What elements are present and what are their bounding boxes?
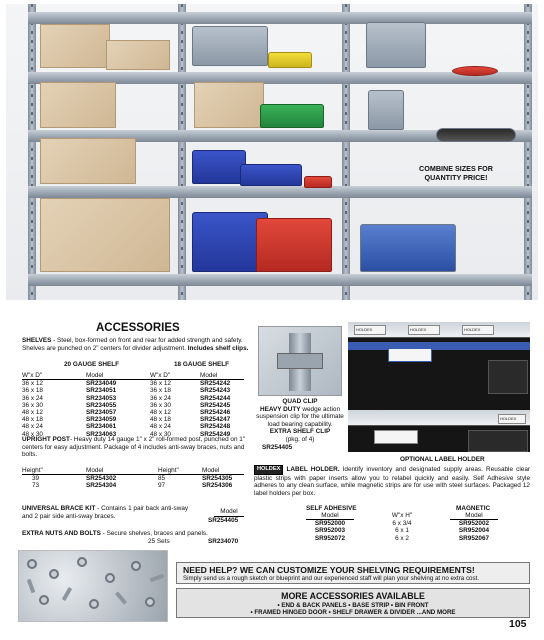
banner-line: • FRAMED HINGED DOOR • SHELF DRAWER & DIVIDER ...AND MORE: [250, 609, 456, 617]
table-cell: 36 x 12: [22, 380, 43, 388]
table-cell: 48 x 30: [150, 430, 171, 438]
storage-case: [360, 224, 456, 272]
table-cell: SR254305: [202, 475, 233, 483]
col-header: Model: [306, 512, 354, 520]
rail: [348, 342, 530, 350]
parts-bin: [240, 164, 302, 186]
nut: [77, 557, 87, 567]
table-row: [306, 520, 498, 528]
extra-clip-title: EXTRA SHELF CLIP: [269, 428, 331, 435]
cardboard-box: [194, 82, 264, 128]
table-cell: 48 x 12: [22, 409, 43, 417]
upright-post: [178, 4, 186, 300]
table-cell: SR254247: [200, 416, 231, 424]
label-holder-table: [306, 512, 498, 542]
table-row: [22, 416, 244, 423]
nut: [89, 599, 99, 609]
nuts-lead: EXTRA NUTS AND BOLTS: [22, 530, 101, 537]
table-header-row: [306, 512, 498, 520]
bolt: [27, 579, 36, 594]
table-cell: 6 x 3/4: [392, 519, 412, 527]
col-header: W"x H": [391, 512, 413, 520]
holder-label: HOLDEX: [354, 325, 386, 335]
table-cell: 85: [158, 475, 166, 483]
table-cell: SR254304: [86, 482, 117, 490]
extra-clip-pkg: (pkg. of 4): [285, 435, 315, 443]
nuts-description: [22, 530, 252, 538]
quad-clip-text: wedge action suspension clip for the ultimate load bearing capability.: [256, 405, 344, 428]
table-cell: SR234051: [86, 387, 117, 395]
upright-lead: UPRIGHT POST: [22, 436, 70, 443]
upright-post: [28, 4, 36, 300]
table-cell: SR254244: [200, 394, 231, 402]
nut: [27, 559, 37, 569]
quad-clip-model: SR254405: [262, 444, 293, 451]
col-header: Model: [70, 467, 136, 475]
cardboard-box: [40, 82, 116, 128]
nut: [49, 569, 59, 579]
custom-shelving-banner: [176, 562, 530, 584]
tape-rolls: [436, 128, 516, 142]
table-row: [22, 395, 244, 402]
table-cell: SR952003: [314, 527, 346, 535]
table-cell: SR234057: [86, 409, 117, 417]
magnetic-title: MAGNETIC: [456, 505, 491, 512]
nut: [105, 573, 115, 583]
bolt: [150, 574, 165, 583]
callout-line: QUANTITY PRICE!: [424, 173, 488, 182]
cardboard-box: [40, 24, 110, 68]
banner-title: MORE ACCESSORIES AVAILABLE: [281, 591, 425, 601]
label-holder-description: [254, 465, 530, 497]
quad-clip-description: [254, 398, 346, 443]
table-cell: 48 x 18: [150, 416, 171, 424]
barcode-label: [374, 430, 418, 444]
upright-description: [22, 436, 252, 459]
table-row: [306, 535, 498, 542]
col-header: Model: [184, 467, 244, 475]
table-cell: 48 x 24: [150, 423, 171, 431]
shelf: [28, 186, 532, 198]
table-cell: SR254248: [200, 423, 231, 431]
table-cell: 36 x 12: [150, 380, 171, 388]
table-row: [22, 402, 244, 409]
shelves-lead: SHELVES: [22, 337, 52, 344]
table-cell: SR234063: [86, 430, 117, 438]
table-cell: SR952002: [458, 520, 490, 528]
nuts-qty: 25 Sets: [148, 538, 170, 545]
cardboard-box: [40, 198, 170, 272]
table-cell: SR254245: [200, 401, 231, 409]
parts-bin: [268, 52, 312, 68]
banner-text: Simply send us a rough sketch or blueprint and our experienced staff will plan your shelving at no extra cost.: [183, 575, 480, 582]
col-header: W"x D": [136, 372, 184, 380]
holder-label: HOLDEX: [462, 325, 494, 335]
banner-line: • END & BACK PANELS • BASE STRIP • BIN FRONT: [277, 602, 429, 609]
table-cell: SR234049: [86, 380, 117, 388]
table-cell: SR254302: [86, 475, 117, 483]
table-cell: 6 x 2: [395, 534, 409, 542]
holder-label: HOLDEX: [408, 325, 440, 335]
carton: [488, 360, 528, 394]
heater: [368, 90, 404, 130]
quad-clip-title: QUAD CLIP: [282, 398, 318, 405]
cardboard-box: [40, 138, 136, 184]
parts-bin: [256, 218, 332, 272]
table-cell: 36 x 30: [22, 401, 43, 409]
table-cell: 6 x 1: [395, 527, 409, 535]
table-cell: SR254306: [202, 482, 233, 490]
table-cell: 48 x 30: [22, 430, 43, 438]
self-adhesive-title: SELF ADHESIVE: [306, 505, 357, 512]
parts-bin: [192, 150, 246, 184]
bolt: [62, 587, 72, 601]
shelf: [28, 12, 532, 24]
table-cell: SR234055: [86, 401, 117, 409]
shelf-table: [22, 372, 244, 438]
gauge18-title: 18 GAUGE SHELF: [174, 361, 230, 368]
clip-graphic: [277, 353, 323, 369]
table-cell: 48 x 12: [150, 409, 171, 417]
table-cell: SR952072: [314, 534, 346, 542]
table-row: [22, 475, 244, 483]
table-cell: SR952004: [458, 527, 490, 535]
table-cell: 36 x 18: [150, 387, 171, 395]
shelves-text: - Steel, box-formed on front and rear for added strength and safety. Shelves are punched on 2" centers for divider adjustment.: [22, 337, 243, 352]
table-cell: SR952000: [314, 520, 346, 528]
col-header: Model: [450, 512, 498, 520]
table-row: [22, 409, 244, 416]
table-header-row: [22, 467, 244, 475]
label-holder-caption: OPTIONAL LABEL HOLDER: [400, 456, 485, 463]
table-cell: SR254246: [200, 409, 231, 417]
upright-text: - Heavy duty 14 gauge 1" x 2" roll-formed post, punched on 1" centers for easy adjustment. Package of 4 includes anti-sway braces, nuts and bolts.: [22, 436, 246, 459]
col-header: Height": [136, 467, 184, 475]
nuts-and-bolts-photo: [18, 550, 168, 622]
brace-model: SR254405: [208, 517, 239, 524]
holder-label: HOLDEX: [498, 414, 526, 424]
table-row: [22, 380, 244, 388]
table-cell: 36 x 30: [150, 401, 171, 409]
table-cell: SR254243: [200, 387, 231, 395]
table-cell: 48 x 24: [22, 423, 43, 431]
label-holder-lead: LABEL HOLDER.: [286, 466, 340, 473]
nuts-text: - Secure shelves, braces and panels.: [100, 530, 208, 537]
col-header: Model: [70, 372, 136, 380]
table-header-row: [22, 372, 244, 380]
table-cell: SR234053: [86, 394, 117, 402]
label-holder-text: Identify inventory and designated supply areas. Reusable clear plastic strips with paper inserts allow you to relabel quickly and easily. Self Adhesive style adheres to any clean surface, while magnetic strips are for use with steel surfaces. Packaged 12 label holders per box.: [254, 466, 530, 497]
brace-model-header: Model: [214, 508, 244, 517]
air-hose: [452, 66, 498, 76]
table-cell: SR234061: [86, 423, 117, 431]
upright-post: [524, 4, 532, 300]
nuts-model: SR234070: [208, 538, 239, 545]
shelf: [28, 274, 532, 286]
table-cell: 73: [32, 482, 40, 490]
shelves-description: [22, 337, 250, 352]
parts-bin: [260, 104, 324, 128]
shelves-note: Includes shelf clips.: [187, 344, 249, 352]
col-header: Model: [184, 372, 244, 380]
nut: [131, 561, 141, 571]
holdex-logo: HOLDEX: [254, 465, 283, 475]
page-number: 105: [509, 618, 527, 630]
table-row: [306, 527, 498, 534]
table-row: [22, 423, 244, 430]
table-cell: 36 x 24: [22, 394, 43, 402]
col-header: Height": [22, 467, 70, 475]
table-cell: SR254242: [200, 380, 231, 388]
table-cell: SR254249: [200, 430, 231, 438]
table-cell: 36 x 18: [22, 387, 43, 395]
nut: [39, 595, 49, 605]
more-accessories-banner: [176, 588, 530, 618]
nut: [145, 597, 155, 607]
col-header: W"x D": [22, 372, 70, 380]
table-cell: SR234059: [86, 416, 117, 424]
brace-description: [22, 505, 198, 520]
table-cell: 36 x 24: [150, 394, 171, 402]
upright-table: [22, 467, 244, 490]
gauge20-title: 20 GAUGE SHELF: [64, 361, 120, 368]
upright-post: [342, 4, 350, 300]
brace-text: - Contains 1 pair back anti-sway and 2 pair side anti-sway braces.: [22, 505, 189, 520]
table-row: [22, 387, 244, 394]
quad-clip-heavy: HEAVY DUTY: [259, 405, 301, 413]
table-row: [22, 482, 244, 489]
table-cell: 48 x 18: [22, 416, 43, 424]
label-holder-photo: [348, 322, 530, 452]
brace-lead: UNIVERSAL BRACE KIT: [22, 505, 96, 512]
cardboard-box: [106, 40, 170, 70]
quad-clip-photo: [258, 326, 342, 396]
barcode-label: [388, 348, 432, 362]
section-title: ACCESSORIES: [96, 322, 180, 334]
carton: [468, 430, 528, 452]
bolt: [115, 591, 127, 604]
banner-title: NEED HELP? WE CAN CUSTOMIZE YOUR SHELVING REQUIREMENTS!: [183, 565, 475, 575]
shelving-photo: [6, 4, 538, 300]
table-cell: 39: [32, 475, 40, 483]
parts-bin: [192, 26, 268, 66]
combine-sizes-callout: [404, 164, 508, 182]
parts-bin: [304, 176, 332, 188]
callout-line: COMBINE SIZES FOR: [419, 164, 493, 173]
table-cell: 97: [158, 482, 166, 490]
table-cell: SR952067: [458, 534, 490, 542]
drawer-cabinet: [366, 22, 426, 68]
